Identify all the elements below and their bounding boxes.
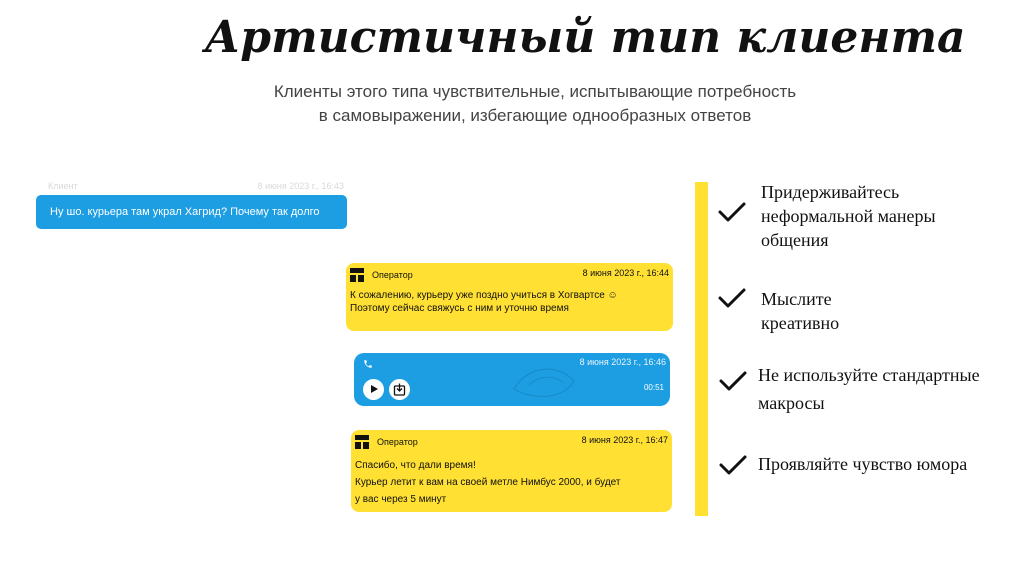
operator-message-text [350, 289, 667, 315]
operator-avatar-icon [350, 268, 364, 282]
voice-message-bubble [354, 353, 670, 406]
download-button[interactable] [389, 379, 410, 400]
tip-line: макросы [758, 393, 825, 413]
phone-icon [363, 358, 373, 372]
tip-line: Мыслите [761, 289, 832, 309]
tip-2 [761, 287, 839, 335]
operator-message-line: К сожалению, курьеру уже поздно учиться в Хогвартсе ☺ [350, 290, 618, 301]
checkmark-icon [718, 370, 748, 392]
voice-message-duration: 00:51 [643, 383, 664, 392]
operator-message-time: 8 июня 2023 г., 16:44 [582, 268, 669, 278]
operator-avatar-icon [355, 435, 369, 449]
operator-message-header [355, 434, 668, 450]
page-subtitle [180, 80, 890, 128]
play-button[interactable] [363, 379, 384, 400]
tip-line: креативно [761, 313, 840, 333]
download-icon [392, 382, 407, 397]
client-message-header [48, 181, 344, 193]
voice-message-time: 8 июня 2023 г., 16:46 [579, 357, 666, 367]
operator-message-line: Поэтому сейчас свяжусь с ним и уточню время [350, 303, 569, 314]
client-message-text: Ну шо. курьера там украл Хагрид? Почему так долго [50, 206, 320, 218]
operator-name: Оператор [377, 437, 418, 447]
tip-line: Проявляйте чувство юмора [758, 454, 968, 474]
operator-message-line: Спасибо, что дали время! [355, 460, 476, 471]
client-message-bubble [36, 195, 347, 229]
operator-message-header [350, 267, 669, 283]
tip-line: Не используйте стандартные [758, 365, 980, 385]
checkmark-icon [717, 201, 747, 223]
checkmark-icon [717, 287, 747, 309]
tip-1 [761, 180, 936, 252]
operator-message-bubble-1 [346, 263, 673, 331]
tip-line: неформальной манеры [761, 206, 936, 226]
yellow-divider [695, 182, 708, 516]
operator-message-bubble-2 [351, 430, 672, 512]
operator-message-line: у вас через 5 минут [355, 494, 447, 505]
tip-3 [758, 361, 980, 417]
client-name: Клиент [48, 181, 78, 191]
watermark-logo [504, 359, 584, 403]
subtitle-line-2: в самовыражении, избегающие однообразных ответов [318, 106, 752, 125]
operator-name: Оператор [372, 270, 413, 280]
tip-4 [758, 452, 967, 476]
page-title: Артистичный тип клиента [204, 12, 966, 63]
checkmark-icon [718, 454, 748, 476]
operator-message-line: Курьер летит к вам на своей метле Нимбус 2000, и будет [355, 477, 621, 488]
operator-message-time: 8 июня 2023 г., 16:47 [581, 435, 668, 445]
tip-line: Придерживайтесь [761, 182, 900, 202]
client-message-time: 8 июня 2023 г., 16:43 [257, 181, 344, 191]
operator-message-text [355, 457, 666, 508]
tip-line: общения [761, 230, 829, 250]
subtitle-line-1: Клиенты этого типа чувствительные, испытывающие потребность [273, 82, 797, 101]
